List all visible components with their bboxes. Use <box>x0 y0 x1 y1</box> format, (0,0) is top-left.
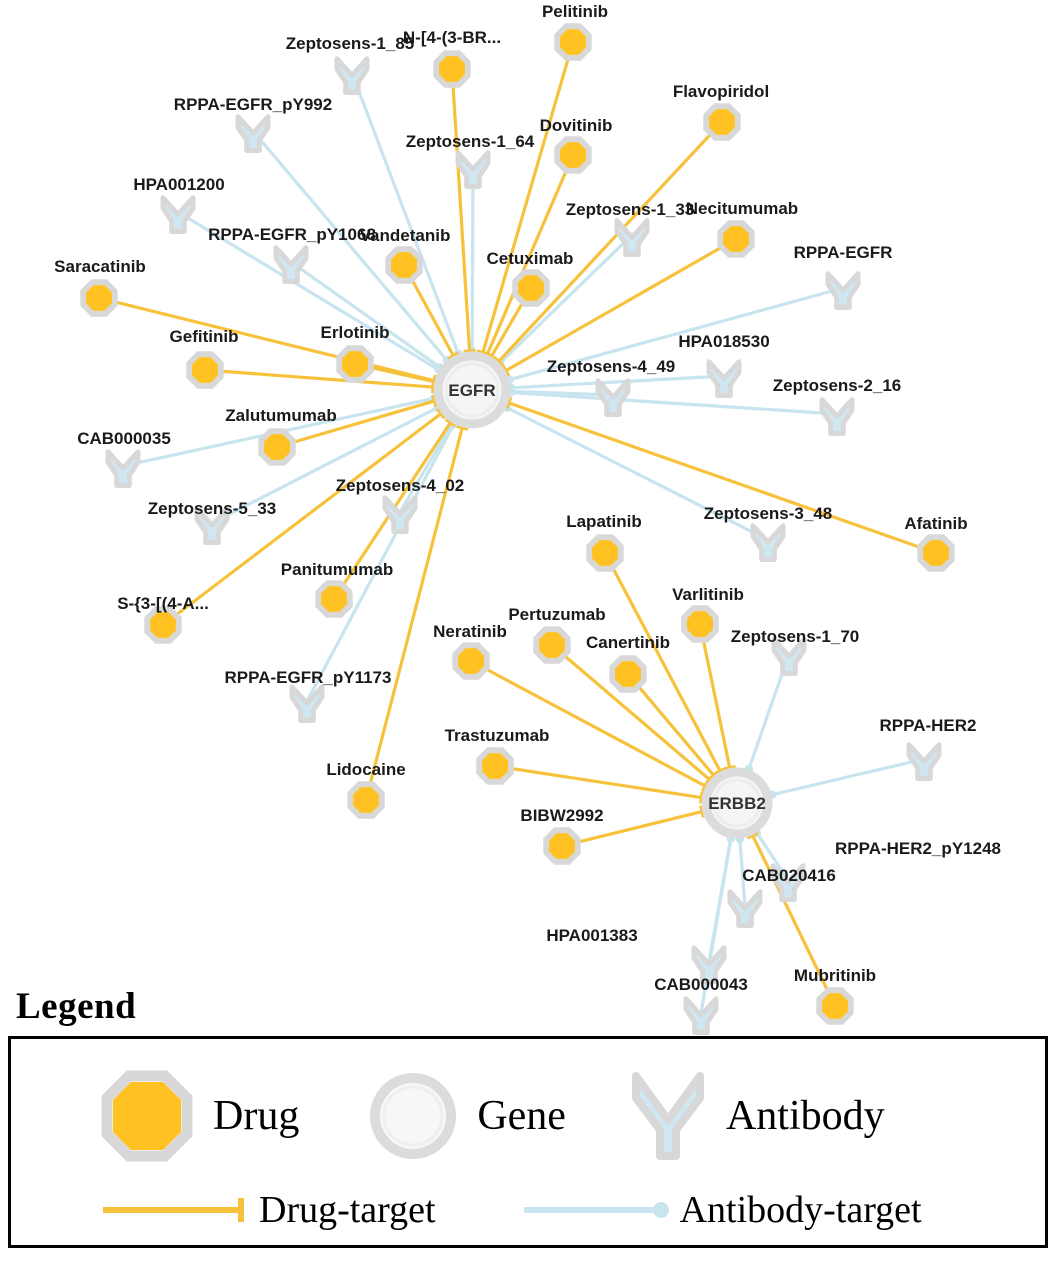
drug-node-label: Gefitinib <box>169 327 239 346</box>
drug-target-edge-cap <box>433 381 434 393</box>
legend-label-drug: Drug <box>213 1093 300 1139</box>
antibody-node-label: RPPA-EGFR_pY992 <box>173 95 333 114</box>
antibody-node-label: Zeptosens-4_49 <box>546 357 676 376</box>
antibody-node-label: HPA018530 <box>678 332 770 351</box>
drug-node-label: Cetuximab <box>486 249 574 268</box>
legend-item-drug-target <box>101 1188 436 1232</box>
gene-node-label: ERBB2 <box>708 794 766 813</box>
legend-title: Legend <box>16 986 137 1027</box>
antibody-node-label: Zeptosens-2_16 <box>772 376 902 395</box>
antibody-node-label: HPA001200 <box>133 175 225 194</box>
antibody-node-label: CAB020416 <box>742 866 836 885</box>
drug-node-label: Afatinib <box>904 514 968 533</box>
label-layer <box>54 2 1001 994</box>
antibody-node[interactable] <box>276 248 306 282</box>
antibody-node[interactable] <box>753 526 783 560</box>
drug-node[interactable] <box>192 357 218 383</box>
antibody-target-edge-icon <box>522 1195 672 1225</box>
drug-node-label: Zalutumumab <box>225 406 337 425</box>
antibody-node-label: RPPA-EGFR_pY1068 <box>208 225 376 244</box>
drug-node-label: Necitumumab <box>685 199 799 218</box>
antibody-target-edge <box>511 376 724 388</box>
drug-node[interactable] <box>86 285 112 311</box>
drug-node[interactable] <box>723 226 749 252</box>
legend-label-antibody: Antibody <box>725 1093 885 1139</box>
antibody-node-label: CAB000043 <box>654 975 748 994</box>
drug-node[interactable] <box>709 109 735 135</box>
antibody-node[interactable] <box>828 274 858 308</box>
drug-node-label: S-{3-[(4-A... <box>117 594 209 613</box>
drug-icon <box>99 1068 195 1164</box>
drug-node-label: Erlotinib <box>320 323 390 342</box>
drug-node[interactable] <box>264 434 290 460</box>
antibody-node-label: RPPA-HER2_pY1248 <box>835 839 1001 858</box>
antibody-icon <box>628 1068 708 1164</box>
antibody-node-label: Zeptosens-1_33 <box>565 200 695 219</box>
drug-node-label: Neratinib <box>433 622 507 641</box>
drug-node[interactable] <box>482 753 508 779</box>
drug-node-label: Saracatinib <box>54 257 146 276</box>
drug-node-label: Dovitinib <box>539 116 613 135</box>
antibody-node[interactable] <box>385 498 415 532</box>
antibody-node-label: RPPA-EGFR <box>793 243 893 262</box>
drug-node-label: Panitumumab <box>280 560 394 579</box>
legend-label-gene: Gene <box>477 1093 566 1139</box>
antibody-node[interactable] <box>822 400 852 434</box>
drug-target-edge <box>499 122 722 361</box>
drug-node-label: Trastuzumab <box>444 726 550 745</box>
legend-shape-row <box>11 1061 1045 1171</box>
antibody-node[interactable] <box>292 687 322 721</box>
drug-node[interactable] <box>615 661 641 687</box>
gene-node-label: EGFR <box>448 381 496 400</box>
antibody-node-label: Zeptosens-1_85 <box>285 34 415 53</box>
drug-node-label: Lidocaine <box>326 760 406 779</box>
drug-node[interactable] <box>539 632 565 658</box>
legend-panel <box>8 985 1048 1248</box>
legend-label-drug-target: Drug-target <box>259 1189 436 1231</box>
legend-item-drug <box>99 1068 299 1164</box>
antibody-node[interactable] <box>163 198 193 232</box>
drug-node[interactable] <box>560 142 586 168</box>
legend-box <box>8 1036 1048 1248</box>
drug-target-edge <box>628 674 714 776</box>
legend-item-antibody-target <box>522 1188 922 1232</box>
drug-node-label: Lapatinib <box>566 512 642 531</box>
antibody-node[interactable] <box>108 452 138 486</box>
drug-node-label: Varlitinib <box>672 585 744 604</box>
drug-node-label: Pertuzumab <box>508 605 606 624</box>
antibody-node[interactable] <box>598 381 628 415</box>
antibody-node-label: Zeptosens-3_48 <box>703 504 833 523</box>
drug-node[interactable] <box>391 252 417 278</box>
drug-node-label: Vandetanib <box>359 226 451 245</box>
drug-node[interactable] <box>592 540 618 566</box>
antibody-node-label: Zeptosens-1_70 <box>730 627 860 646</box>
drug-target-edge <box>495 766 701 798</box>
antibody-node[interactable] <box>337 59 367 93</box>
antibody-node[interactable] <box>709 362 739 396</box>
drug-node-label: N-[4-(3-BR... <box>402 28 502 47</box>
drug-node[interactable] <box>439 56 465 82</box>
antibody-target-edge <box>772 759 924 795</box>
legend-item-antibody <box>628 1068 885 1164</box>
antibody-node-label: Zeptosens-4_02 <box>335 476 465 495</box>
drug-node[interactable] <box>342 351 368 377</box>
drug-node[interactable] <box>150 612 176 638</box>
antibody-target-edge <box>472 167 473 351</box>
drug-node-label: Mubritinib <box>793 966 877 985</box>
legend-label-antibody-target: Antibody-target <box>679 1189 922 1231</box>
drug-node[interactable] <box>518 275 544 301</box>
drug-node[interactable] <box>458 648 484 674</box>
drug-node[interactable] <box>923 540 949 566</box>
antibody-node-label: RPPA-EGFR_pY1173 <box>224 668 392 687</box>
legend-item-gene <box>367 1070 566 1162</box>
antibody-node-label: Zeptosens-1_64 <box>405 132 535 151</box>
drug-target-edge <box>452 69 470 351</box>
antibody-node-label: RPPA-HER2 <box>879 716 977 735</box>
drug-node-label: BIBW2992 <box>520 806 604 825</box>
gene-icon <box>367 1070 459 1162</box>
drug-node[interactable] <box>560 29 586 55</box>
antibody-node-label: HPA001383 <box>546 926 638 945</box>
antibody-node[interactable] <box>909 745 939 779</box>
antibody-node-label: CAB000035 <box>77 429 171 448</box>
drug-target-edge <box>700 624 730 768</box>
drug-node[interactable] <box>321 586 347 612</box>
drug-target-edge-icon <box>101 1195 251 1225</box>
legend-edge-row <box>11 1179 1045 1241</box>
drug-node[interactable] <box>353 787 379 813</box>
drug-node[interactable] <box>687 611 713 637</box>
drug-node-label: Canertinib <box>585 633 671 652</box>
drug-target-edge-cap <box>464 351 476 352</box>
drug-node[interactable] <box>549 833 575 859</box>
antibody-node[interactable] <box>617 221 647 255</box>
drug-node-label: Flavopiridol <box>672 82 770 101</box>
drug-node-label: Pelitinib <box>541 2 609 21</box>
antibody-node-label: Zeptosens-5_33 <box>147 499 277 518</box>
antibody-node[interactable] <box>458 153 488 187</box>
antibody-target-edge <box>511 393 837 414</box>
